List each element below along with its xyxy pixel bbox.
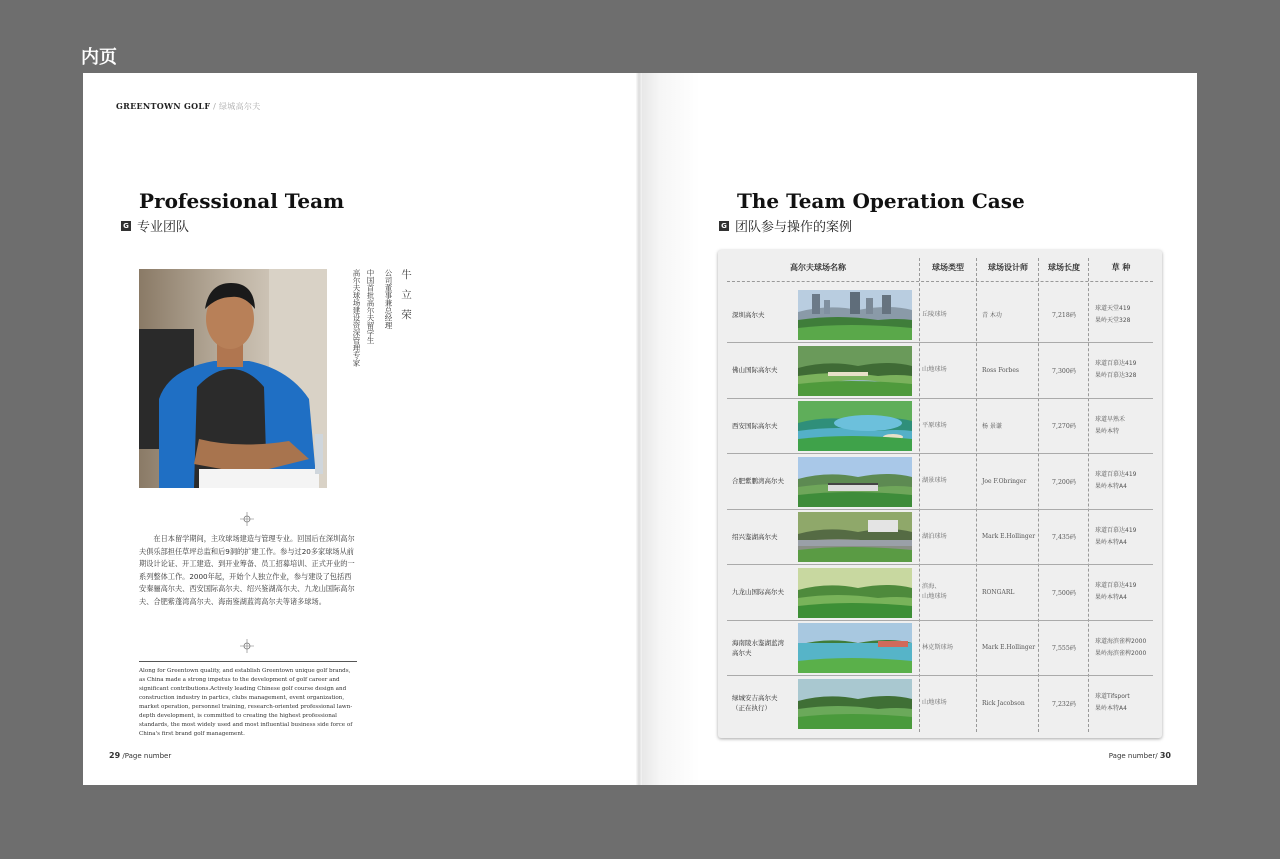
brand-name: GREENTOWN GOLF xyxy=(116,101,211,111)
course-type: 林克斯球场 xyxy=(922,643,953,651)
course-length: 7,200码 xyxy=(1052,478,1076,486)
grass-types xyxy=(1095,398,1159,453)
table-row xyxy=(718,343,1162,398)
course-length: 7,555码 xyxy=(1052,645,1076,652)
grass-green: 果岭百慕达328 xyxy=(1095,372,1137,379)
grass-types xyxy=(1095,565,1159,620)
course-designer: Mark E.Hollinger xyxy=(982,533,1036,540)
course-name: 合肥紫鹏湾高尔夫 xyxy=(732,477,784,485)
course-photo xyxy=(798,568,912,618)
brochure-spread xyxy=(83,73,1197,785)
grass-green: 果岭本特A4 xyxy=(1095,705,1127,712)
page-fold xyxy=(636,73,642,785)
course-name: 绿城安吉高尔夫 （正在执行） xyxy=(732,694,778,712)
corner-label: 内页 xyxy=(81,47,117,68)
page-title-en: The Team Operation Case xyxy=(737,189,1025,213)
table-row xyxy=(718,565,1162,620)
bio-chinese: 在日本留学期间，主攻球场建造与管理专业。回国后在深圳高尔夫俱乐部担任草坪总监和后9洞的扩建工作。参与过20多家球场从前期设计论证、开工建造、到开业筹备、员工招募培训、正式开业的一系列整体工作。2000年起，开始个人独立作业，参与建设了包括西安秦骊高尔夫、西安国际高尔夫、绍兴鉴湖高尔夫、九龙山国际高尔夫、合肥紫蓬湾高尔夫、海南鉴湖蓝湾高尔夫等诸多球场。 xyxy=(139,534,355,606)
header-divider xyxy=(727,281,1153,282)
course-photo xyxy=(798,623,912,673)
table-row xyxy=(718,398,1162,453)
course-designer: Ross Forbes xyxy=(982,366,1019,374)
page-number-right xyxy=(1109,751,1171,760)
course-designer: Joe F.Obringer xyxy=(982,477,1027,485)
course-photo xyxy=(798,401,912,451)
grass-green: 果岭本特A4 xyxy=(1095,538,1127,546)
col-header-name: 高尔夫球场名称 xyxy=(790,263,846,272)
course-designer: RONGARL xyxy=(982,588,1015,596)
bio-english: Along for Greentown quality, and establish Greentown unique golf brands, as China made a strong impetus to the development of golf career and significant contributions.Actively leading Chinese golf course design and construction industry in partics, clubs management, event organization, market operation, personnel training, research-oriented professional lawn-depth development, is committed to creating the highest professional standards, the most widely used and most influential business side force of China's first brand golf management. xyxy=(139,661,357,739)
grass-fairway: 球道天堂419 xyxy=(1095,304,1131,312)
course-type: 湖景球场 xyxy=(922,477,947,484)
course-name: 绍兴鉴湖高尔夫 xyxy=(732,532,778,541)
course-length: 7,218码 xyxy=(1052,312,1076,319)
course-length: 7,232码 xyxy=(1052,700,1076,708)
grass-fairway: 球道百慕达419 xyxy=(1095,582,1137,589)
brand-sub: / 绿城高尔夫 xyxy=(210,102,261,111)
grass-types xyxy=(1095,620,1159,675)
table-row xyxy=(718,509,1162,564)
grass-green: 果岭天堂328 xyxy=(1095,316,1131,324)
table-row xyxy=(718,676,1162,731)
course-name: 西安国际高尔夫 xyxy=(732,421,778,430)
page-title-cn: 团队参与操作的案例 xyxy=(735,220,853,235)
grass-fairway: 球道海滨雀稗2000 xyxy=(1095,637,1147,645)
grass-fairway: 球道百慕达419 xyxy=(1095,471,1137,478)
grass-green: 果岭本特 xyxy=(1095,427,1120,435)
col-header-designer: 球场设计师 xyxy=(988,263,1028,272)
course-photo xyxy=(798,679,912,729)
person-name: 牛 立 荣 xyxy=(400,269,412,323)
course-photo xyxy=(798,290,912,340)
grass-green: 果岭海滨雀稗2000 xyxy=(1095,649,1147,657)
course-photo xyxy=(798,346,912,396)
grass-fairway: 球道百慕达419 xyxy=(1095,526,1137,534)
g-logo-icon: G xyxy=(719,221,729,231)
course-photo xyxy=(798,512,912,562)
course-length: 7,435码 xyxy=(1052,534,1076,541)
grass-green: 果岭本特A4 xyxy=(1095,483,1127,490)
table-row xyxy=(718,620,1162,675)
page-number-value: 30 xyxy=(1159,751,1171,760)
page-title-en: Professional Team xyxy=(139,189,345,213)
page-number-value: 29 xyxy=(109,751,121,760)
person-role-1: 公司董事兼总经理 xyxy=(384,269,393,329)
course-length: 7,500码 xyxy=(1052,589,1076,597)
page-title-cn: 专业团队 xyxy=(137,220,190,235)
course-type: 平原球场 xyxy=(922,421,947,429)
grass-fairway: 球道早熟禾 xyxy=(1095,415,1126,423)
grass-types xyxy=(1095,676,1159,731)
course-designer: Rick Jacobson xyxy=(982,699,1025,707)
table-row xyxy=(718,287,1162,342)
course-designer: 青 木功 xyxy=(982,312,1002,319)
grass-types xyxy=(1095,287,1159,342)
course-photo xyxy=(798,457,912,507)
page-title-cn-wrap xyxy=(121,216,189,235)
grass-fairway: 球道Tifsport xyxy=(1095,693,1130,700)
table-header xyxy=(718,250,1162,280)
course-type: 山地球场 xyxy=(922,366,947,373)
course-designer: 杨 景谦 xyxy=(982,423,1002,430)
course-length: 7,270码 xyxy=(1052,423,1076,430)
page-number-label: Page number/ xyxy=(1108,752,1158,760)
brand-header xyxy=(116,101,261,112)
course-name: 佛山国际高尔夫 xyxy=(732,366,778,374)
col-header-grass: 草 种 xyxy=(1111,263,1131,272)
case-table xyxy=(718,250,1162,738)
person-role-2: 中国首批高尔夫留学生 xyxy=(366,269,375,344)
course-name: 深圳高尔夫 xyxy=(732,310,765,319)
person-role-3: 高尔夫球场建设资深管理专家 xyxy=(352,269,361,367)
course-type: 山地球场 xyxy=(922,699,947,706)
course-type: 湖泊球场 xyxy=(922,532,947,540)
grass-green: 果岭本特A4 xyxy=(1095,594,1127,601)
course-name: 海南陵水鉴湖蓝湾 高尔夫 xyxy=(732,638,784,657)
course-type: 丘陵球场 xyxy=(922,310,947,318)
course-name: 九龙山国际高尔夫 xyxy=(732,588,784,596)
grass-types xyxy=(1095,454,1159,509)
page-number-label: /Page number xyxy=(122,752,172,760)
right-page xyxy=(640,73,1197,785)
course-length: 7,300码 xyxy=(1052,367,1076,375)
grass-types xyxy=(1095,343,1159,398)
page-number-left xyxy=(109,751,171,760)
course-designer: Mark E.Hollinger xyxy=(982,644,1036,651)
ornament-icon xyxy=(240,512,254,526)
grass-types xyxy=(1095,509,1159,564)
col-header-type: 球场类型 xyxy=(932,263,964,272)
table-row xyxy=(718,454,1162,509)
page-title-cn-wrap xyxy=(719,216,852,235)
portrait-photo xyxy=(139,269,327,488)
ornament-icon xyxy=(240,639,254,653)
g-logo-icon: G xyxy=(121,221,131,231)
col-header-length: 球场长度 xyxy=(1048,263,1080,272)
left-page xyxy=(83,73,640,785)
grass-fairway: 球道百慕达419 xyxy=(1095,360,1137,367)
course-type: 滨海、 山地球场 xyxy=(922,583,947,600)
